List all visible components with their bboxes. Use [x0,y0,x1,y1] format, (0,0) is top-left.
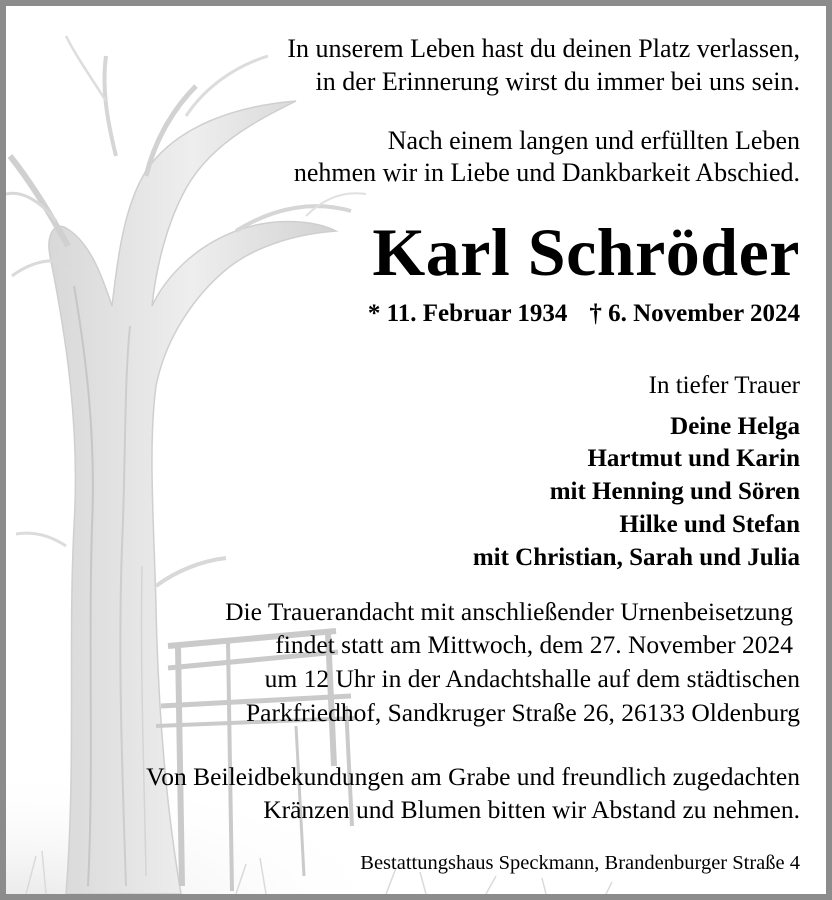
mourner-name: mit Christian, Sarah und Julia [472,544,800,571]
verse-line-1: In unserem Leben hast du deinen Platz verlassen, [287,34,800,63]
mourner-name: mit Henning und Sören [549,478,800,505]
mourner-name: Hilke und Stefan [619,511,800,538]
verse-line-2: in der Erinnerung wirst du immer bei uns sein. [315,67,800,96]
ceremony-line-2: findet statt am Mittwoch, dem 27. November 2024 [275,630,793,659]
funeral-home: Bestattungshaus Speckmann, Brandenburger Straße 4 [360,852,800,874]
condolences-line-2: Kränzen und Blumen bitten wir Abstand zu nehmen. [263,795,800,824]
mourners-heading: In tiefer Trauer [648,372,800,399]
condolences-line-1: Von Beileidbekundungen am Grabe und freundlich zugedachten [146,762,800,791]
ceremony-line-3: um 12 Uhr in der Andachtshalle auf dem städtischen [264,664,800,693]
ceremony-line-4: Parkfriedhof, Sandkruger Straße 26, 26133 Oldenburg [245,698,800,727]
birth-date: * 11. Februar 1934 [367,300,568,327]
verse-line-3: Nach einem langen und erfüllten Leben [387,126,800,155]
ceremony-line-1: Die Trauerandacht mit anschließender Urnenbeisetzung [225,597,793,626]
deceased-name: Karl Schröder [372,214,800,290]
mourner-name: Hartmut und Karin [587,445,800,472]
death-date: † 6. November 2024 [589,300,800,327]
mourner-name: Deine Helga [670,413,800,440]
life-dates [368,301,800,326]
verse-line-4: nehmen wir in Liebe und Dankbarkeit Abschied. [293,158,800,187]
